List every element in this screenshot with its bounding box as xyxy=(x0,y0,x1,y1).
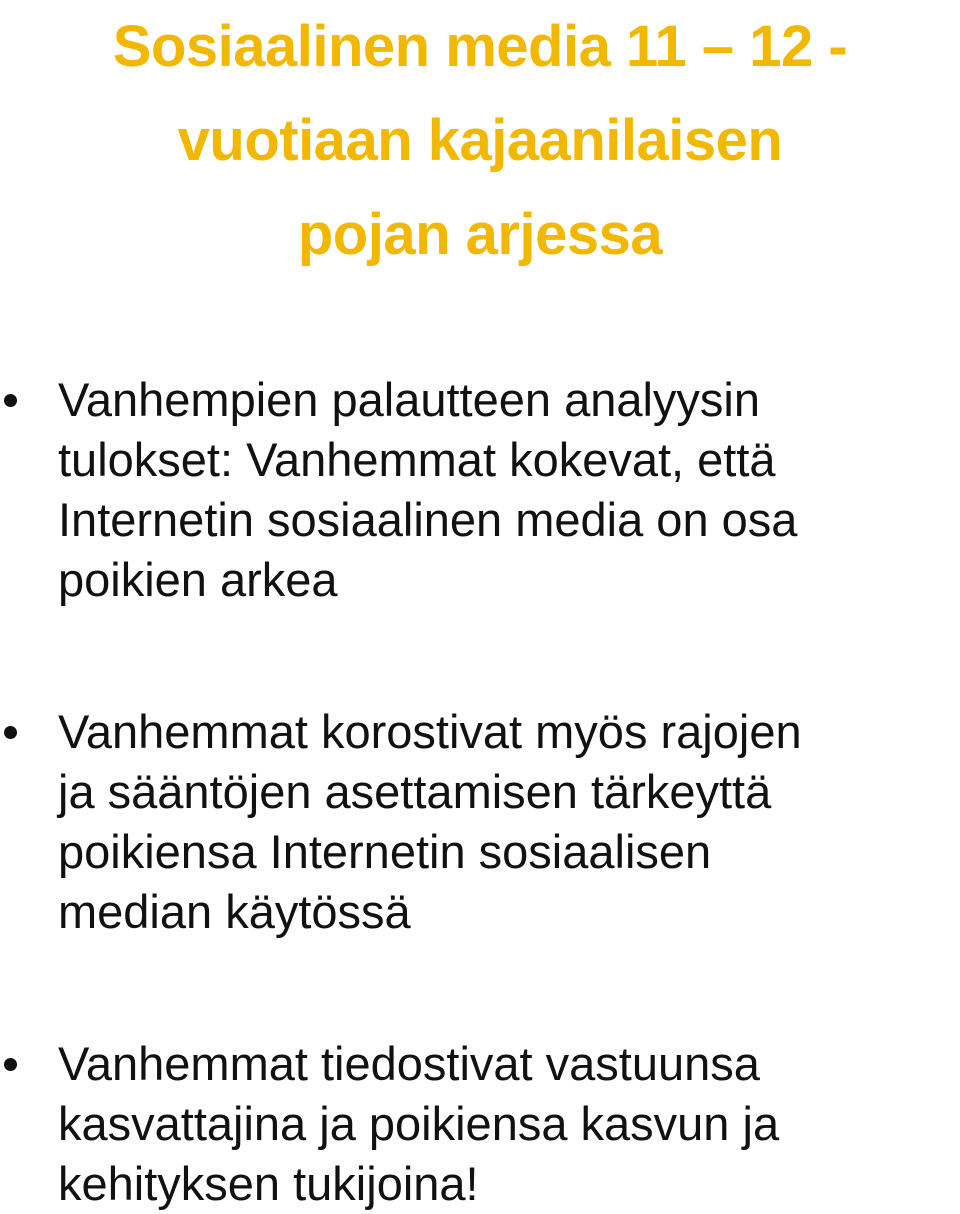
bullet-item xyxy=(0,370,960,610)
bullet-text-line: Internetin sosiaalinen media on osa xyxy=(58,493,798,546)
bullet-item xyxy=(0,702,960,942)
bullet-dot-icon xyxy=(4,726,17,739)
title-line: pojan arjessa xyxy=(297,202,663,267)
bullet-dot-icon xyxy=(4,1058,17,1071)
bullet-text-line: kasvattajina ja poikiensa kasvun ja xyxy=(58,1097,780,1150)
title-line: Sosiaalinen media 11 – 12 - xyxy=(112,14,848,79)
bullet-text-line: Vanhemmat korostivat myös rajojen xyxy=(58,705,802,758)
title-line: vuotiaan kajaanilaisen xyxy=(177,108,783,173)
bullet-item xyxy=(0,1034,960,1214)
slide-title xyxy=(0,0,960,282)
bullet-dot-icon xyxy=(4,394,17,407)
bullet-text-line: poikiensa Internetin sosiaalisen xyxy=(58,825,712,878)
bullet-text-line: kehityksen tukijoina! xyxy=(58,1157,479,1210)
bullet-text-line: ja sääntöjen asettamisen tärkeyttä xyxy=(58,765,772,818)
bullet-text-line: median käytössä xyxy=(58,885,411,938)
bullet-list xyxy=(0,370,960,1214)
bullet-text-line: poikien arkea xyxy=(58,553,338,606)
bullet-text-line: Vanhempien palautteen analyysin xyxy=(58,373,761,426)
bullet-text-line: Vanhemmat tiedostivat vastuunsa xyxy=(58,1037,760,1090)
bullet-text-line: tulokset: Vanhemmat kokevat, että xyxy=(58,433,776,486)
